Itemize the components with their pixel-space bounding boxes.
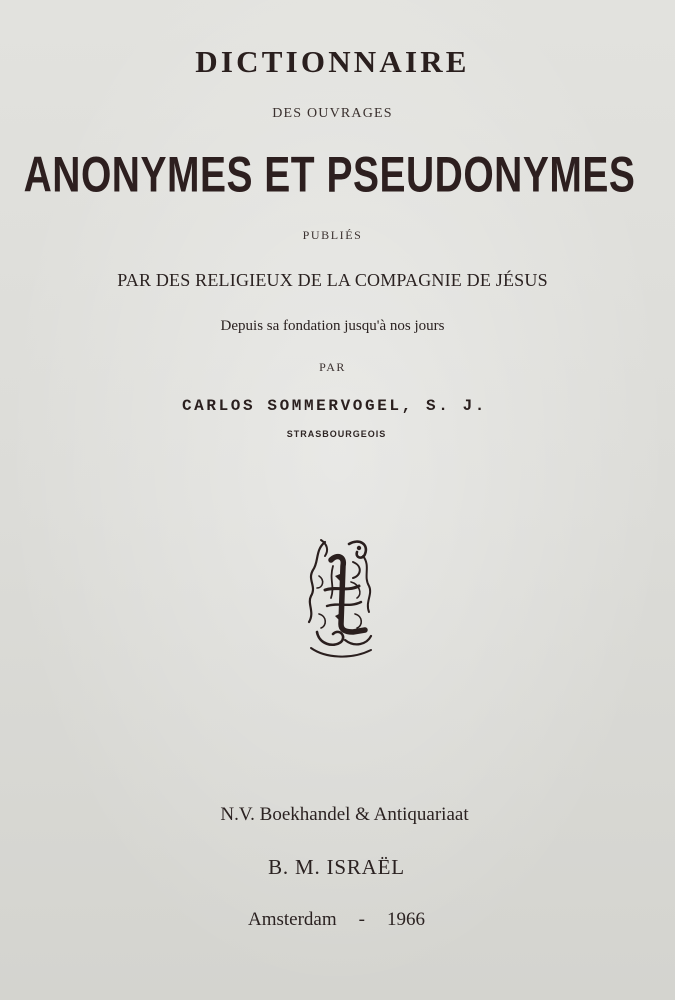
imprint-city: Amsterdam [248, 909, 337, 930]
imprint-year: 1966 [386, 909, 425, 930]
title-dictionnaire: DICTIONNAIRE [195, 44, 470, 79]
by-label: PAR [319, 360, 346, 374]
title-des-ouvrages: DES OUVRAGES [272, 106, 393, 121]
author-name: CARLOS SOMMERVOGEL, S. J. [181, 397, 488, 415]
published-label: PUBLIÉS [302, 228, 363, 242]
publisher-monogram-emblem-icon [305, 536, 377, 662]
imprint-separator: - [358, 909, 365, 930]
title-anonymes-pseudonymes: ANONYMES ET PSEUDONYMES [23, 148, 636, 204]
subtitle: PAR DES RELIGIEUX DE LA COMPAGNIE DE JÉSUS [117, 270, 548, 290]
author-origin: STRASBOURGEOIS [286, 429, 387, 439]
publisher-name: B. M. ISRAËL [268, 855, 405, 879]
publisher-line: N.V. Boekhandel & Antiquariaat [220, 804, 469, 825]
period-line: Depuis sa fondation jusqu'à nos jours [220, 318, 445, 334]
imprint-place-date [4, 909, 669, 931]
